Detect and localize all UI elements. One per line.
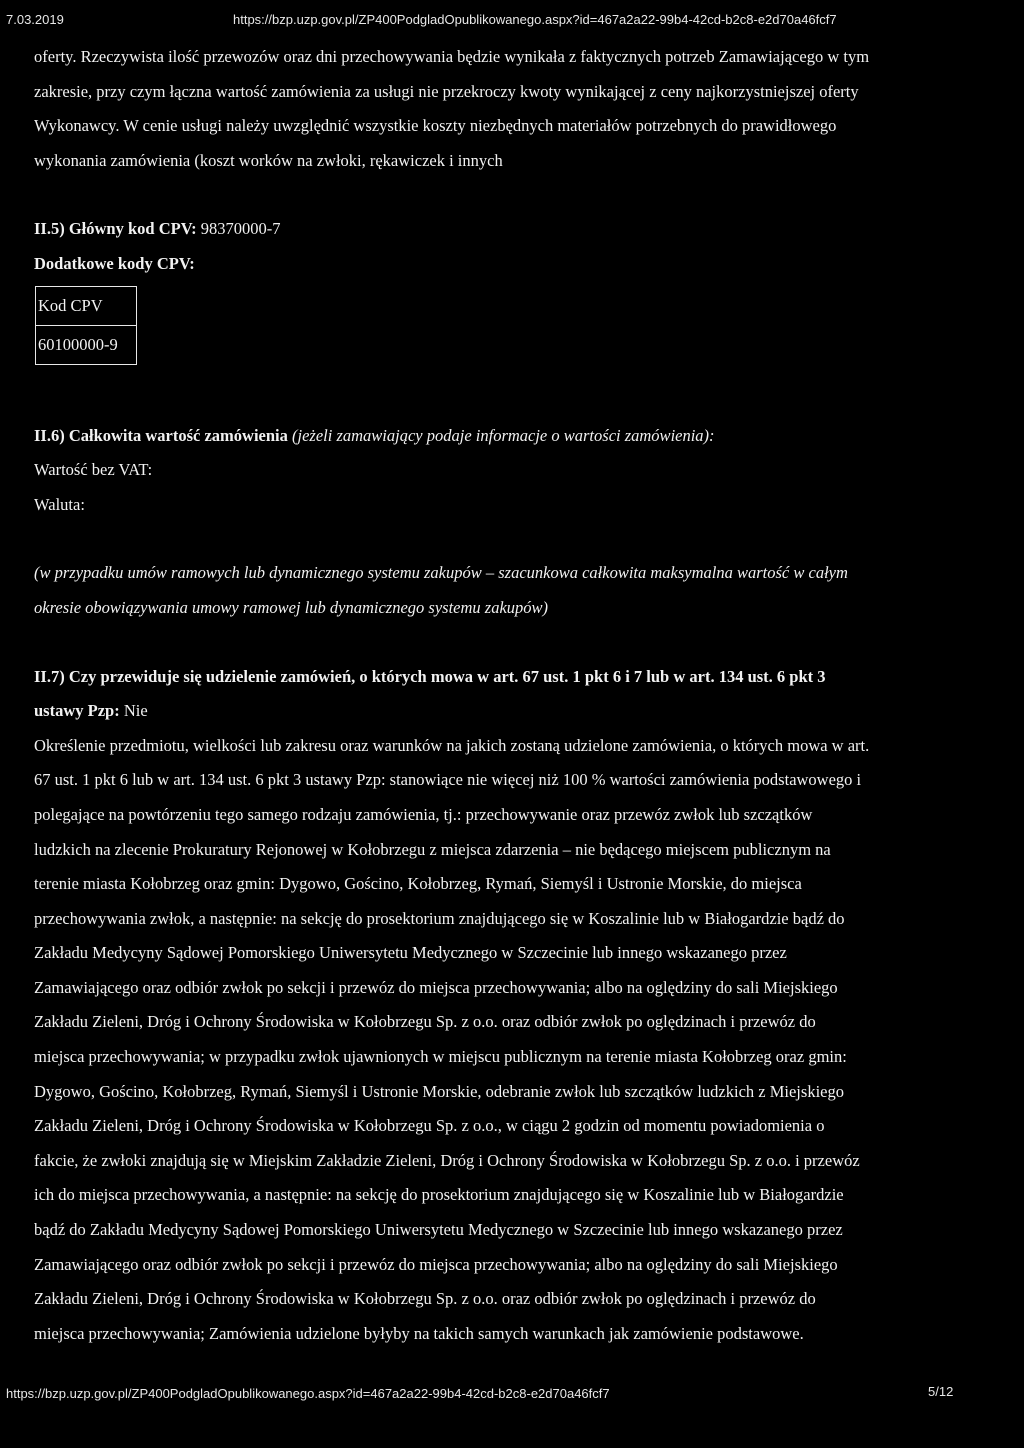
body-line: Zakładu Zieleni, Dróg i Ochrony Środowiska w Kołobrzegu Sp. z o.o. oraz odbiór zwłok po oględzinach i przewóz do [34, 1012, 816, 1032]
spacer [34, 626, 994, 660]
main-cpv-label: II.5) Główny kod CPV: [34, 219, 197, 239]
intro-line: Wykonawcy. W cenie usługi należy uwzględnić wszystkie koszty niezbędnych materiałów potrzebnych do prawidłowego [34, 116, 837, 136]
framework-note-text: okresie obowiązywania umowy ramowej lub dynamicznego systemu zakupów) [34, 597, 549, 617]
table-cell: 60100000-9 [36, 325, 137, 364]
body-line: miejsca przechowywania; w przypadku zwłok ujawnionych w miejscu publicznym na terenie miasta Kołobrzeg oraz gmin: [34, 1047, 847, 1067]
body-line: przechowywania zwłok, a następnie: na sekcję do prosektorium znajdującego się w Koszalinie lub w Białogardzie bądź do [34, 908, 845, 928]
print-footer-url[interactable]: https://bzp.uzp.gov.pl/ZP400PodgladOpublikowanego.aspx?id=467a2a22-99b4-42cd-b2c8-e2d70a46fcf7 [6, 1386, 610, 1401]
section-ii6-heading [34, 419, 994, 454]
body-line: ich do miejsca przechowywania, a następnie: na sekcję do prosektorium znajdującego się w Koszalinie lub w Białogardzie [34, 1185, 844, 1205]
body-line: Dygowo, Gościno, Kołobrzeg, Rymań, Siemyśl i Ustronie Morskie, odebranie zwłok lub szczątków ludzkich z Miejskiego [34, 1081, 844, 1101]
spacer [34, 365, 994, 419]
section-ii6-note: (jeżeli zamawiający podaje informacje o wartości zamówienia): [292, 425, 715, 445]
spacer [34, 522, 994, 556]
cpv-table [35, 286, 137, 365]
page-number: 5/12 [928, 1384, 954, 1399]
section-ii7-heading [34, 660, 994, 695]
body-line: Zakładu Zieleni, Dróg i Ochrony Środowiska w Kołobrzegu Sp. z o.o. oraz odbiór zwłok po oględzinach i przewóz do [34, 1289, 816, 1309]
body-line: terenie miasta Kołobrzeg oraz gmin: Dygowo, Gościno, Kołobrzeg, Rymań, Siemyśl i Ustronie Morskie, do miejsca [34, 874, 802, 894]
section-ii7-title-cont: ustawy Pzp: [34, 701, 120, 721]
body-line: fakcie, że zwłoki znajdują się w Miejskim Zakładzie Zieleni, Dróg i Ochrony Środowiska w Kołobrzegu Sp. z o.o. i przewóz [34, 1150, 860, 1170]
intro-line: oferty. Rzeczywista ilość przewozów oraz dni przechowywania będzie wynikała z faktycznych potrzeb Zamawiającego w tym [34, 47, 870, 66]
framework-note-line [34, 591, 994, 626]
additional-cpv-heading [34, 247, 994, 282]
body-line: miejsca przechowywania; Zamówienia udzielone byłyby na takich samych warunkach jak zamówienie podstawowe. [34, 1323, 804, 1343]
print-date: 7.03.2019 [6, 12, 64, 27]
body-line: polegające na powtórzeniu tego samego rodzaju zamówienia, tj.: przechowywanie oraz przewóz zwłok lub szczątków [34, 804, 813, 824]
value-without-vat-label: Wartość bez VAT: [34, 460, 153, 480]
table-header-row [36, 286, 137, 325]
body-line: Określenie przedmiotu, wielkości lub zakresu oraz warunków na jakich zostaną udzielone zamówienia, o których mowa w art. [34, 735, 870, 755]
spacer [34, 178, 994, 212]
section-ii7-answer-line [34, 694, 994, 729]
print-header-url[interactable]: https://bzp.uzp.gov.pl/ZP400PodgladOpublikowanego.aspx?id=467a2a22-99b4-42cd-b2c8-e2d70a46fcf7 [233, 12, 837, 27]
table-row [36, 325, 137, 364]
body-line: Zakładu Medycyny Sądowej Pomorskiego Uniwersytetu Medycznego w Szczecinie lub innego wskazanego przez [34, 943, 787, 963]
framework-note-line [34, 556, 994, 591]
section-ii7-answer: Nie [123, 701, 148, 721]
body-line: Zakładu Zieleni, Dróg i Ochrony Środowiska w Kołobrzegu Sp. z o.o., w ciągu 2 godzin od momentu powiadomienia o [34, 1116, 825, 1136]
framework-note-text: (w przypadku umów ramowych lub dynamicznego systemu zakupów – szacunkowa całkowita maksymalna wartość w całym [34, 563, 848, 583]
main-cpv-code: 98370000-7 [200, 219, 281, 239]
section-ii5-heading [34, 212, 994, 247]
body-line: ludzkich na zlecenie Prokuratury Rejonowej w Kołobrzegu z miejsca zdarzenia – nie będącego miejscem publicznym na [34, 839, 831, 859]
body-line: 67 ust. 1 pkt 6 lub w art. 134 ust. 6 pkt 3 ustawy Pzp: stanowiące nie więcej niż 100 % wartości zamówienia podstawowego i [34, 770, 862, 790]
table-header-cell: Kod CPV [36, 286, 137, 325]
body-line: Zamawiającego oraz odbiór zwłok po sekcji i przewóz do miejsca przechowywania; albo na oględziny do sali Miejskiego [34, 1254, 838, 1274]
section-ii7-title: II.7) Czy przewiduje się udzielenie zamówień, o których mowa w art. 67 ust. 1 pkt 6 i 7 lub w art. 134 ust. 6 pkt 3 [34, 666, 826, 686]
intro-line: wykonania zamówienia (koszt worków na zwłoki, rękawiczek i innych [34, 150, 503, 170]
additional-cpv-label: Dodatkowe kody CPV: [34, 253, 195, 273]
body-line: Zamawiającego oraz odbiór zwłok po sekcji i przewóz do miejsca przechowywania; albo na oględziny do sali Miejskiego [34, 977, 838, 997]
intro-line: zakresie, przy czym łączna wartość zamówienia za usługi nie przekroczy kwoty wynikającej z ceny najkorzystniejszej oferty [34, 81, 859, 101]
currency-label: Waluta: [34, 494, 85, 514]
body-line: bądź do Zakładu Medycyny Sądowej Pomorskiego Uniwersytetu Medycznego w Szczecinie lub innego wskazanego przez [34, 1220, 843, 1240]
section-ii6-title: II.6) Całkowita wartość zamówienia [34, 425, 288, 445]
document-body [34, 40, 994, 1351]
